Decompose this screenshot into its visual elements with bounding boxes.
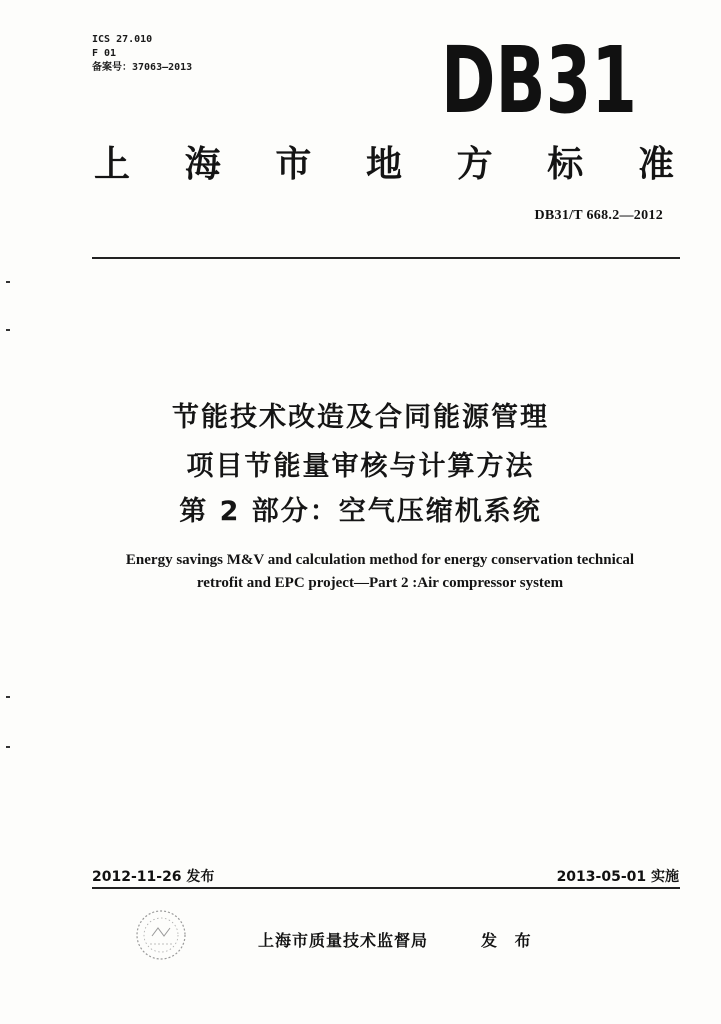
record-number: 备案号：37063—2013 xyxy=(92,62,193,73)
scan-speck xyxy=(6,696,10,698)
standard-number: DB31/T 668.2—2012 xyxy=(534,208,663,223)
title-en-line: Energy savings M&V and calculation method for energy conservation technical xyxy=(125,552,635,568)
top-divider xyxy=(92,257,680,259)
standard-type-char: 方 xyxy=(456,143,493,185)
standard-type-char: 海 xyxy=(184,143,221,185)
title-cn-line: 第 2 部分：空气压缩机系统 xyxy=(179,496,542,527)
classification-code: F 01 xyxy=(92,48,117,59)
issuer-action: 发 布 xyxy=(481,931,537,950)
title-cn-line: 项目节能量审核与计算方法 xyxy=(186,451,535,482)
title-en-line: retrofit and EPC project—Part 2 :Air compressor system xyxy=(196,575,564,591)
ics-code: ICS 27.010 xyxy=(92,34,153,45)
db31-logo xyxy=(439,27,639,134)
db31-logo-text: DB31 xyxy=(441,27,637,134)
scan-speck xyxy=(6,746,10,748)
standard-type-title xyxy=(94,136,674,187)
scan-speck xyxy=(6,329,10,331)
standard-type-char: 上 xyxy=(94,143,131,185)
seal-stamp-icon xyxy=(128,906,194,964)
issuer-name: 上海市质量技术监督局 xyxy=(258,931,429,950)
standard-type-char: 市 xyxy=(275,143,312,185)
implementation-date: 2013-05-01 实施 xyxy=(556,869,679,885)
standard-type-char: 准 xyxy=(637,143,674,185)
standard-type-char: 地 xyxy=(365,143,402,185)
standard-type-char: 标 xyxy=(547,143,584,185)
title-cn-line: 节能技术改造及合同能源管理 xyxy=(172,402,549,433)
scan-speck xyxy=(6,281,10,283)
bottom-divider xyxy=(92,887,680,889)
issue-date: 2012-11-26 发布 xyxy=(92,869,215,885)
